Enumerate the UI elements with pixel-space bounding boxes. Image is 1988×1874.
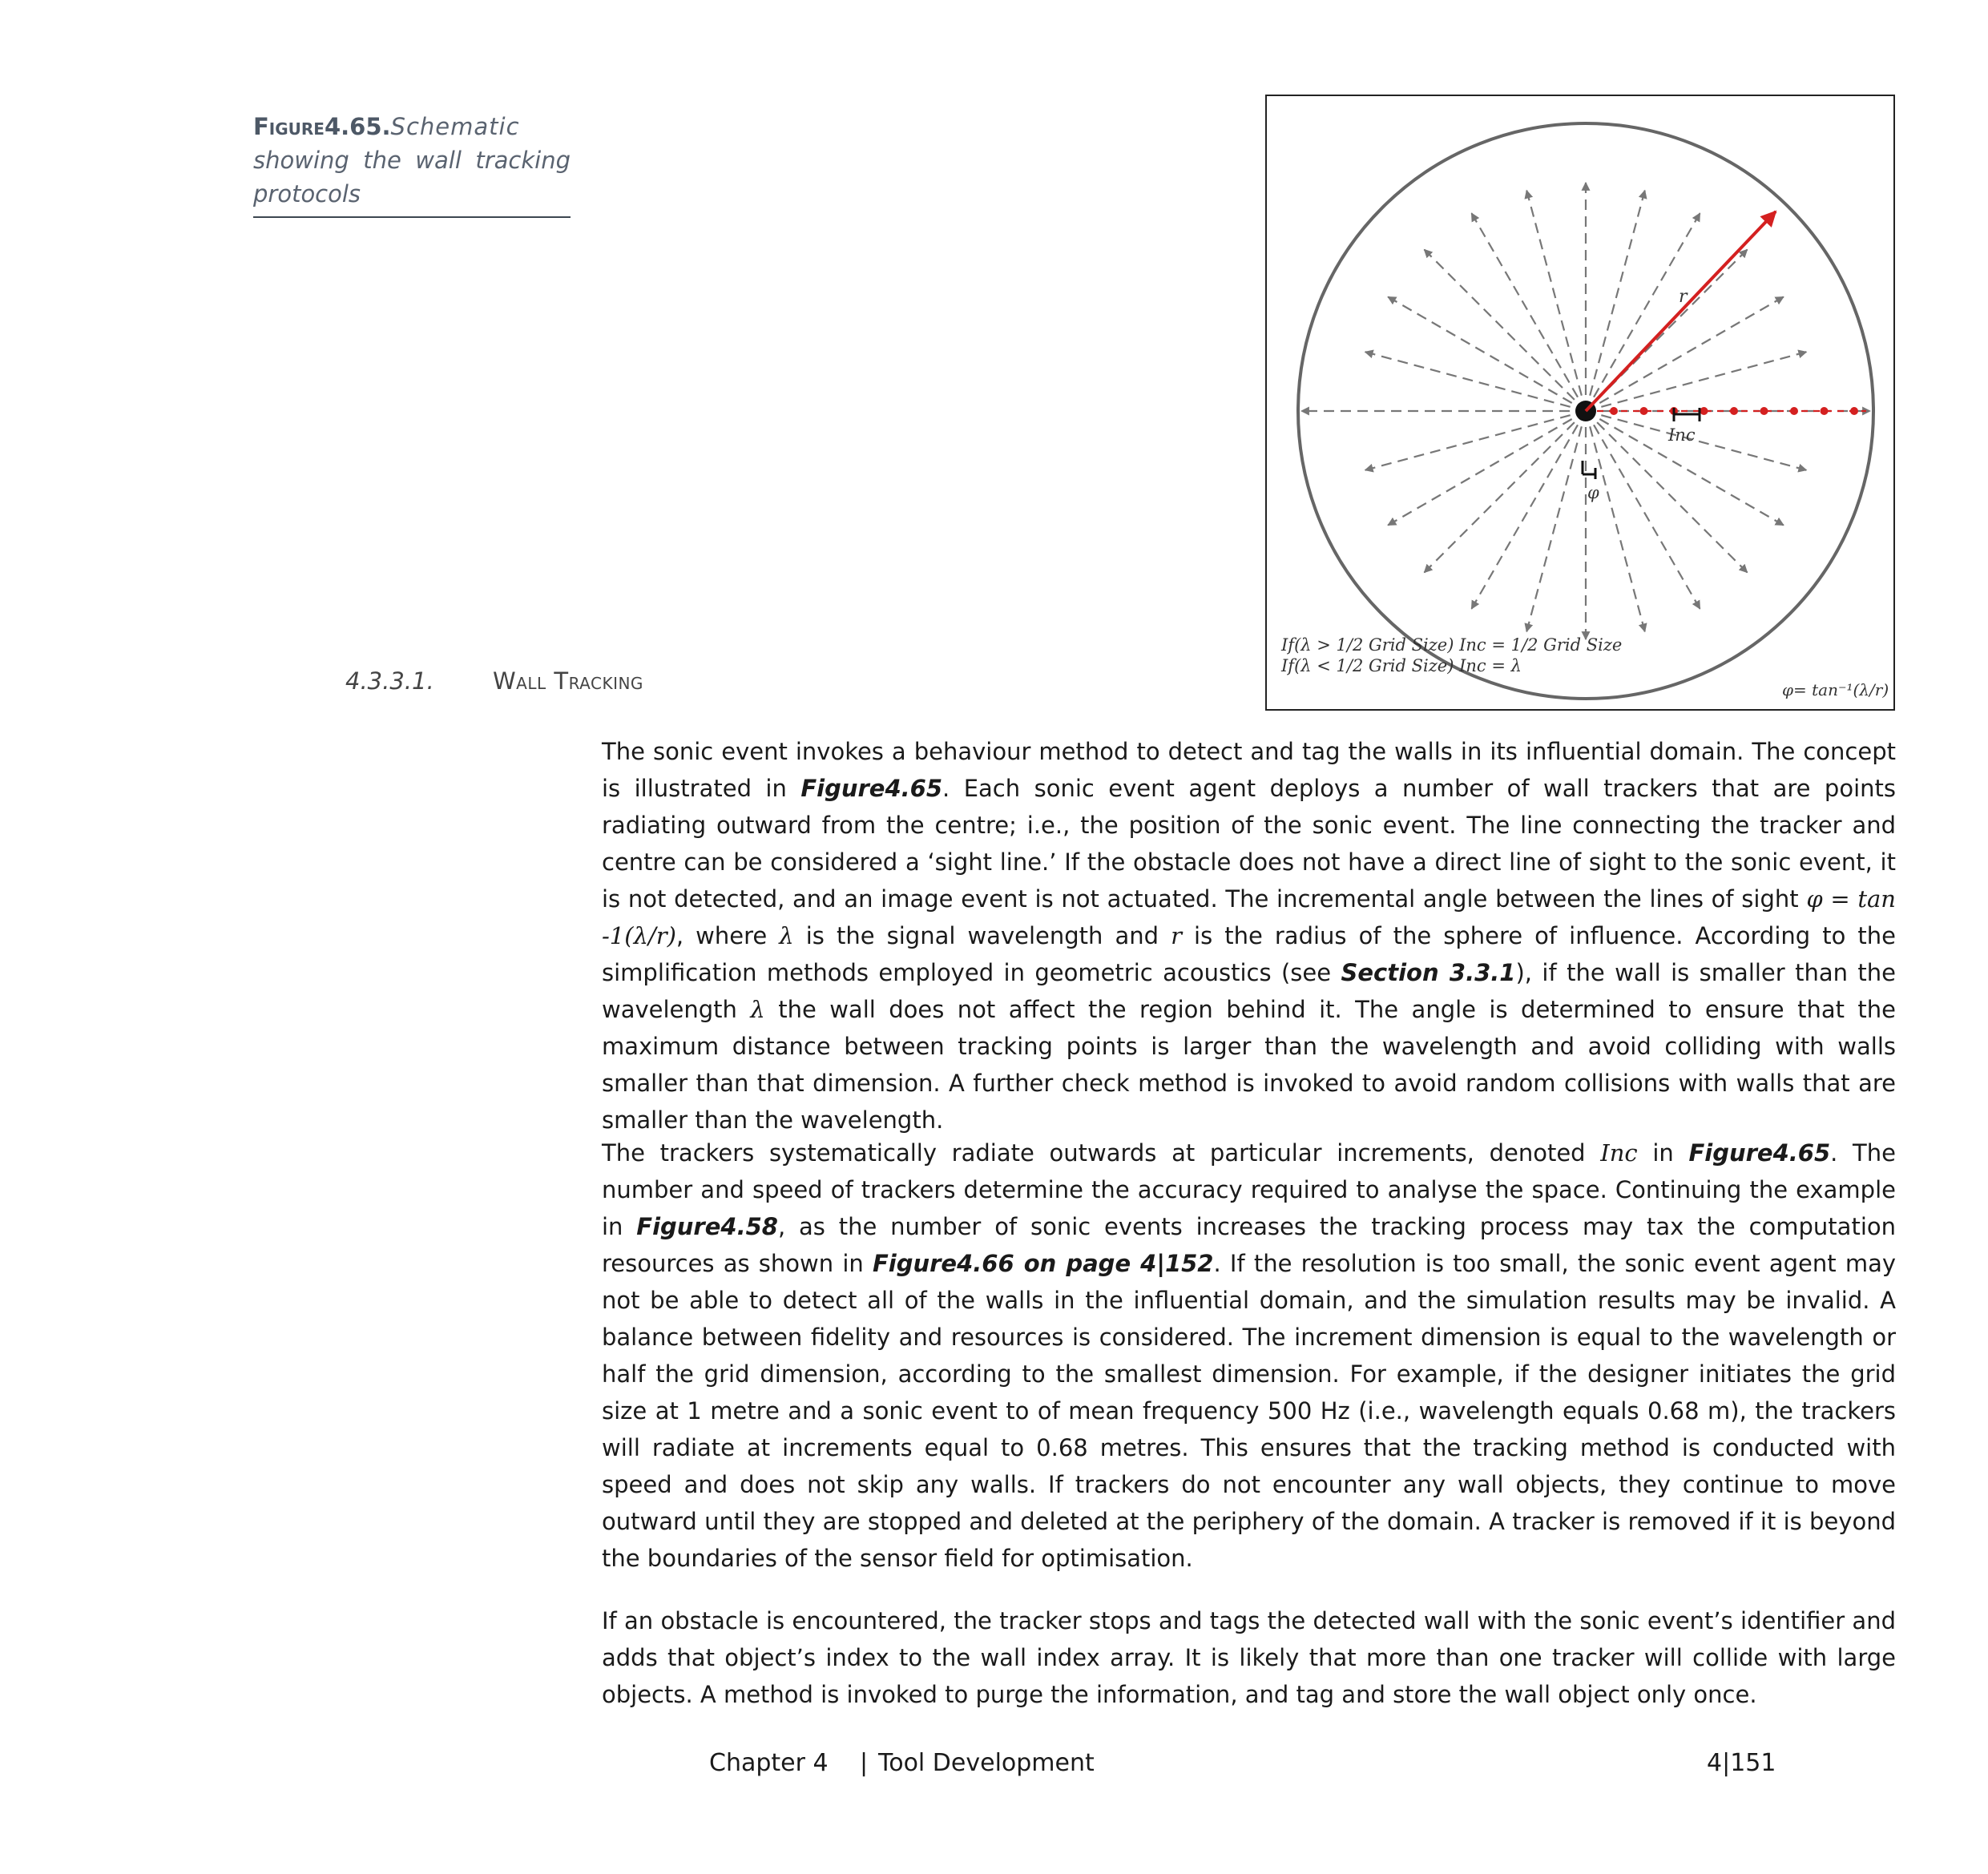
tracker-line <box>1388 419 1571 526</box>
tracker-point <box>1760 407 1768 415</box>
tracker-line <box>1594 425 1700 608</box>
figure-caption-text: showing the wall tracking protocols <box>253 147 571 208</box>
p1-text: is the signal wavelength and <box>793 922 1171 949</box>
p1-text: ), if the wall is smaller than the wavelength <box>602 959 1897 1023</box>
wall-tracking-figure <box>1265 95 1895 711</box>
tracker-line <box>1472 213 1579 397</box>
p2-text: . The number and speed of trackers determine the accuracy required to analyse the space. Continuing the example in <box>602 1139 1896 1240</box>
tracker-point <box>1821 407 1829 415</box>
radius-arrow <box>1586 212 1776 411</box>
tracker-line <box>1365 415 1571 470</box>
tracker-point <box>1850 407 1858 415</box>
p1-text: The sonic event invokes a behaviour method to detect and tag the walls in its influential domain. The concept is illustrated in <box>602 738 1896 802</box>
figure-caption <box>253 110 571 211</box>
r-symbol: r <box>1171 922 1182 949</box>
tracker-point <box>1640 407 1648 415</box>
p2-text: , as the number of sonic events increases the tracking process may tax the computation resources as shown in <box>602 1213 1896 1277</box>
phi-label: φ <box>1587 483 1599 502</box>
section-number: 4.3.3.1. <box>345 667 434 695</box>
phi-dimension <box>1583 461 1595 479</box>
tracker-line <box>1526 426 1582 631</box>
tracker-line <box>1599 297 1783 404</box>
inc-label: Inc <box>1668 425 1696 445</box>
tracker-line <box>1601 415 1806 470</box>
p2-text: The trackers systematically radiate outwards at particular increments, denoted <box>602 1139 1601 1167</box>
condition-line-1: If(λ > 1/2 Grid Size) Inc = 1/2 Grid Size <box>1281 635 1623 655</box>
wall-tracking-diagram <box>1267 96 1897 712</box>
lambda-symbol: λ <box>750 996 765 1023</box>
figure-reference: Figure4.58 <box>636 1213 778 1240</box>
p1-text: is the radius of the sphere of influence. According to the simplification methods employed in geometric acoustics (see <box>602 922 1897 986</box>
tracker-point <box>1700 407 1708 415</box>
tracker-line <box>1526 191 1582 396</box>
tracker-points <box>1597 407 1866 415</box>
phi-equation: φ = tan -1(λ/r) <box>602 885 1896 949</box>
caption-divider <box>253 216 571 218</box>
tracker-point <box>1730 407 1738 415</box>
lambda-symbol: λ <box>779 922 794 949</box>
section-title: Wall Tracking <box>493 667 643 695</box>
inc-dimension <box>1674 408 1700 421</box>
figure-label: Figure4.65. <box>253 113 391 140</box>
figure-title-word: Schematic <box>390 113 520 140</box>
paragraph-1 <box>602 733 1896 1139</box>
p1-text: the wall does not affect the region behind it. The angle is determined to ensure that the maximum distance between tracking points is larger than the wavelength and avoid colliding with walls smaller than that dimension. A further check method is invoked to avoid random collisions with walls that are smaller than the wavelength. <box>602 996 1896 1134</box>
condition-line-2: If(λ < 1/2 Grid Size) Inc = λ <box>1281 656 1522 675</box>
phi-formula: φ= tan⁻¹(λ/r) <box>1782 680 1889 699</box>
figure-reference: Figure4.66 on page 4|152 <box>872 1250 1214 1277</box>
tracker-line <box>1472 425 1579 608</box>
inc-symbol: Inc <box>1600 1139 1638 1167</box>
tracker-point <box>1790 407 1798 415</box>
figure-reference: Figure4.65 <box>1688 1139 1831 1167</box>
tracker-line <box>1424 422 1574 572</box>
radius-label: r <box>1679 287 1688 307</box>
footer-separator: | <box>860 1749 869 1777</box>
tracker-line <box>1590 426 1645 631</box>
tracker-point <box>1610 407 1618 415</box>
tracker-line <box>1590 191 1645 396</box>
paragraph-3: If an obstacle is encountered, the tracker stops and tags the detected wall with the sonic event’s identifier and adds that object’s index to the wall index array. It is likely that more than one tracker will collide with large objects. A method is invoked to purge the information, and tag and store the wall object only once. <box>602 1607 1896 1708</box>
p2-text: . If the resolution is too small, the sonic event agent may not be able to detect all of the walls in the influential domain, and the simulation results may be invalid. A balance between fidelity and resources is considered. The increment dimension is equal to the wavelength or half the grid dimension, according to the smallest dimension. For example, if the designer initiates the grid size at 1 metre and a sonic event to of mean frequency 500 Hz (i.e., wavelength equals 0.68 m), the trackers will radiate at increments equal to 0.68 metres. This ensures that the tracking method is conducted with speed and does not skip any walls. If trackers do not encounter any wall objects, they continue to move outward until they are stopped and deleted at the periphery of the domain. A tracker is removed if it is beyond the boundaries of the sensor field for optimisation. <box>602 1250 1896 1572</box>
page-number: 4|151 <box>1707 1749 1776 1777</box>
figure-reference: Figure4.65 <box>800 775 943 802</box>
tracker-line <box>1365 352 1571 407</box>
tracker-line <box>1424 249 1574 399</box>
section-reference: Section 3.3.1 <box>1341 959 1516 986</box>
paragraph-2 <box>602 1134 1896 1577</box>
p1-text: . Each sonic event agent deploys a number of wall trackers that are points radiating outward from the centre; i.e., the position of the sonic event. The line connecting the tracker and centre can be considered a ‘sight line.’ If the obstacle does not have a direct line of sight to the sonic event, it is not detected, and an image event is not actuated. The incremental angle between the lines of sight <box>602 775 1896 913</box>
tracker-line <box>1388 297 1571 404</box>
p2-text: in <box>1637 1139 1689 1167</box>
footer-chapter-title: Tool Development <box>878 1749 1095 1777</box>
tracker-line <box>1597 422 1747 572</box>
p1-text: , where <box>675 922 780 949</box>
footer-chapter: Chapter 4 <box>709 1749 829 1777</box>
